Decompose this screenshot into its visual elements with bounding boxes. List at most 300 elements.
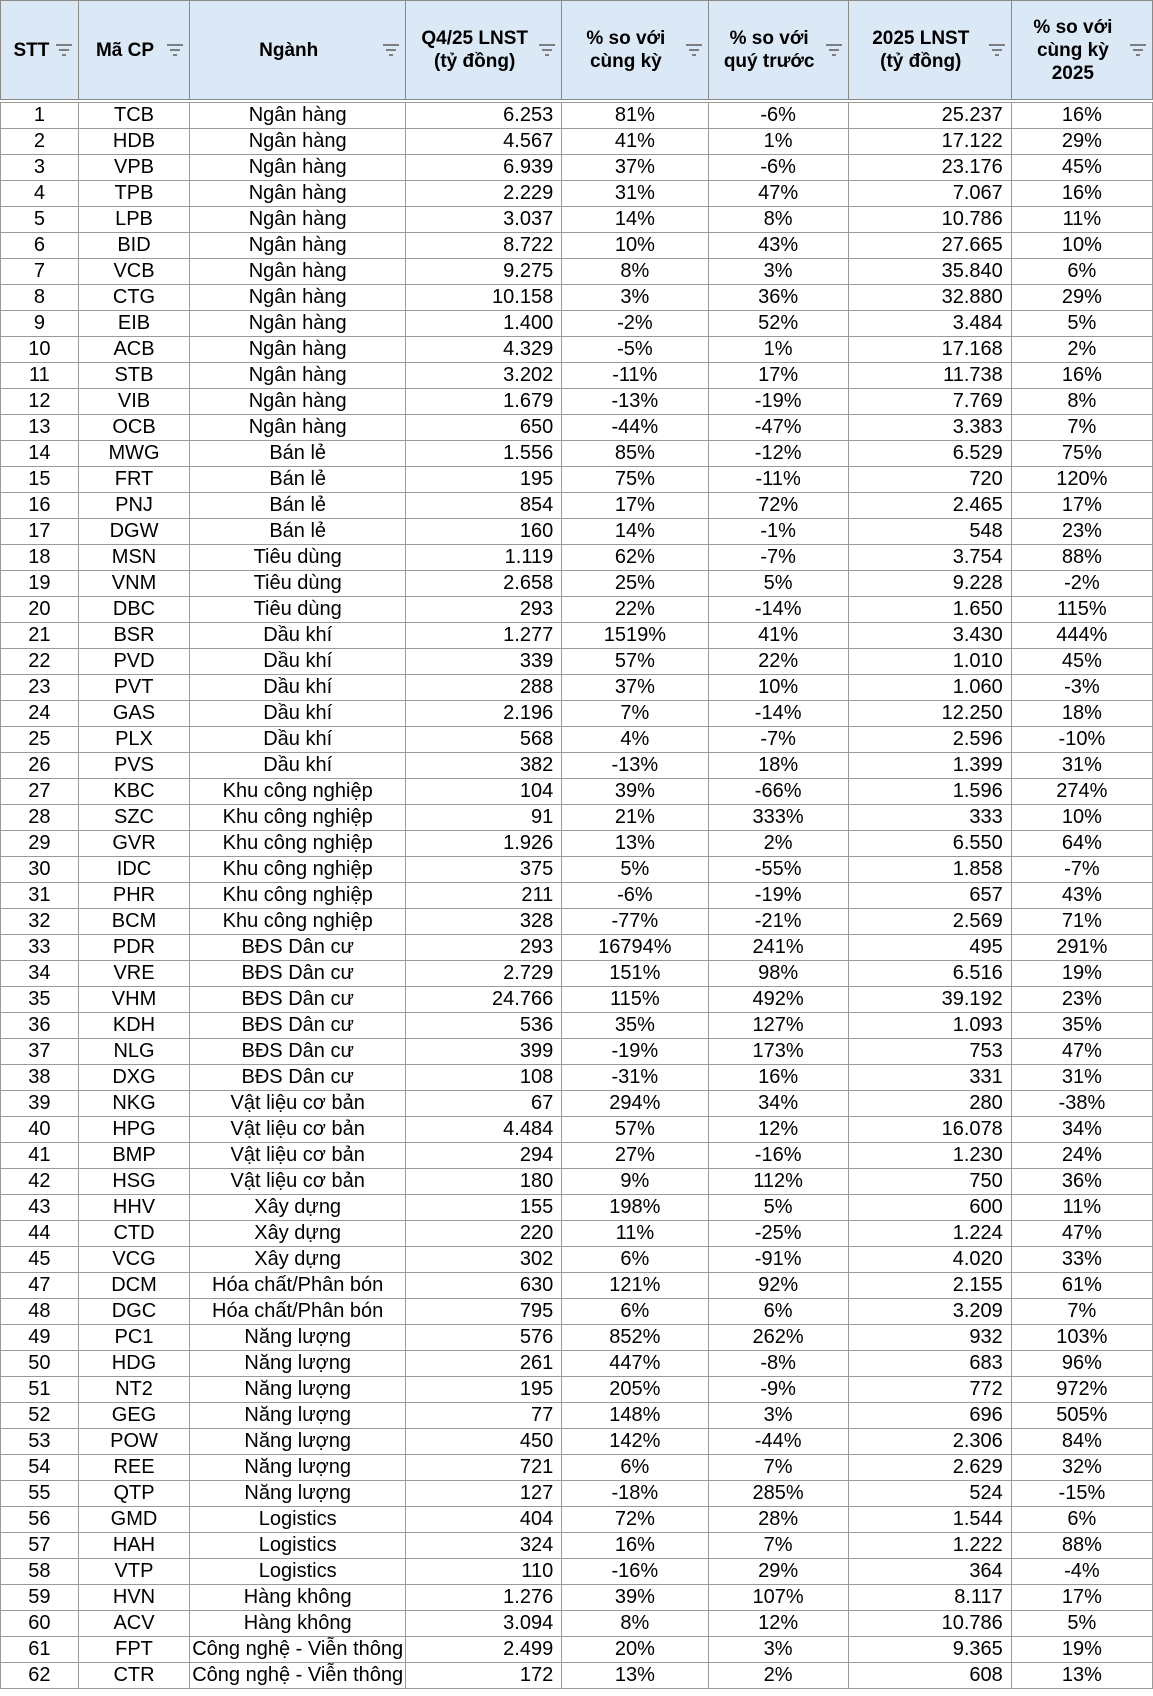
cell-yoy[interactable]: -11%: [562, 363, 708, 389]
cell-qoq[interactable]: 17%: [708, 363, 848, 389]
cell-stt[interactable]: 18: [1, 545, 79, 571]
cell-q4-lnst[interactable]: 324: [406, 1533, 562, 1559]
cell-lnst-2025[interactable]: 2.629: [848, 1455, 1011, 1481]
cell-qoq[interactable]: 2%: [708, 1663, 848, 1689]
cell-stt[interactable]: 40: [1, 1117, 79, 1143]
cell-q4-lnst[interactable]: 160: [406, 519, 562, 545]
cell-yoy[interactable]: 142%: [562, 1429, 708, 1455]
cell-ma-cp[interactable]: VNM: [78, 571, 189, 597]
cell-stt[interactable]: 51: [1, 1377, 79, 1403]
cell-ma-cp[interactable]: HDB: [78, 129, 189, 155]
cell-ma-cp[interactable]: DGW: [78, 519, 189, 545]
filter-dropdown-icon[interactable]: [686, 44, 702, 56]
cell-yoy-2025[interactable]: 34%: [1011, 1117, 1152, 1143]
cell-yoy-2025[interactable]: 32%: [1011, 1455, 1152, 1481]
cell-nganh[interactable]: Dầu khí: [190, 623, 406, 649]
cell-ma-cp[interactable]: VTP: [78, 1559, 189, 1585]
cell-qoq[interactable]: 8%: [708, 207, 848, 233]
cell-yoy-2025[interactable]: 64%: [1011, 831, 1152, 857]
cell-stt[interactable]: 48: [1, 1299, 79, 1325]
cell-nganh[interactable]: BĐS Dân cư: [190, 987, 406, 1013]
cell-yoy[interactable]: 6%: [562, 1299, 708, 1325]
cell-yoy-2025[interactable]: 16%: [1011, 103, 1152, 129]
filter-dropdown-icon[interactable]: [989, 44, 1005, 56]
cell-lnst-2025[interactable]: 3.484: [848, 311, 1011, 337]
cell-yoy[interactable]: 8%: [562, 259, 708, 285]
cell-nganh[interactable]: Dầu khí: [190, 753, 406, 779]
cell-yoy-2025[interactable]: 11%: [1011, 207, 1152, 233]
cell-lnst-2025[interactable]: 364: [848, 1559, 1011, 1585]
cell-ma-cp[interactable]: PNJ: [78, 493, 189, 519]
cell-stt[interactable]: 53: [1, 1429, 79, 1455]
cell-nganh[interactable]: Dầu khí: [190, 727, 406, 753]
cell-ma-cp[interactable]: VHM: [78, 987, 189, 1013]
cell-yoy-2025[interactable]: 972%: [1011, 1377, 1152, 1403]
cell-ma-cp[interactable]: GEG: [78, 1403, 189, 1429]
cell-ma-cp[interactable]: VPB: [78, 155, 189, 181]
header-nganh[interactable]: [190, 1, 406, 100]
cell-q4-lnst[interactable]: 10.158: [406, 285, 562, 311]
cell-yoy[interactable]: 7%: [562, 701, 708, 727]
cell-stt[interactable]: 5: [1, 207, 79, 233]
cell-nganh[interactable]: Ngân hàng: [190, 389, 406, 415]
cell-ma-cp[interactable]: POW: [78, 1429, 189, 1455]
cell-lnst-2025[interactable]: 331: [848, 1065, 1011, 1091]
cell-ma-cp[interactable]: CTD: [78, 1221, 189, 1247]
cell-ma-cp[interactable]: FPT: [78, 1637, 189, 1663]
cell-stt[interactable]: 9: [1, 311, 79, 337]
cell-stt[interactable]: 52: [1, 1403, 79, 1429]
cell-yoy-2025[interactable]: 45%: [1011, 155, 1152, 181]
cell-nganh[interactable]: Dầu khí: [190, 701, 406, 727]
cell-ma-cp[interactable]: GMD: [78, 1507, 189, 1533]
cell-lnst-2025[interactable]: 657: [848, 883, 1011, 909]
cell-qoq[interactable]: 112%: [708, 1169, 848, 1195]
cell-yoy-2025[interactable]: 11%: [1011, 1195, 1152, 1221]
cell-yoy[interactable]: 62%: [562, 545, 708, 571]
cell-stt[interactable]: 32: [1, 909, 79, 935]
cell-q4-lnst[interactable]: 568: [406, 727, 562, 753]
cell-q4-lnst[interactable]: 2.196: [406, 701, 562, 727]
cell-stt[interactable]: 11: [1, 363, 79, 389]
cell-stt[interactable]: 13: [1, 415, 79, 441]
cell-stt[interactable]: 42: [1, 1169, 79, 1195]
cell-ma-cp[interactable]: MWG: [78, 441, 189, 467]
cell-ma-cp[interactable]: HVN: [78, 1585, 189, 1611]
cell-yoy-2025[interactable]: 291%: [1011, 935, 1152, 961]
cell-q4-lnst[interactable]: 382: [406, 753, 562, 779]
cell-yoy[interactable]: -2%: [562, 311, 708, 337]
cell-qoq[interactable]: 492%: [708, 987, 848, 1013]
cell-yoy[interactable]: 39%: [562, 1585, 708, 1611]
cell-stt[interactable]: 8: [1, 285, 79, 311]
cell-yoy[interactable]: 17%: [562, 493, 708, 519]
cell-q4-lnst[interactable]: 104: [406, 779, 562, 805]
cell-yoy[interactable]: 20%: [562, 1637, 708, 1663]
cell-ma-cp[interactable]: TCB: [78, 103, 189, 129]
cell-stt[interactable]: 33: [1, 935, 79, 961]
cell-qoq[interactable]: 47%: [708, 181, 848, 207]
cell-qoq[interactable]: 7%: [708, 1455, 848, 1481]
cell-qoq[interactable]: 5%: [708, 1195, 848, 1221]
cell-stt[interactable]: 22: [1, 649, 79, 675]
cell-ma-cp[interactable]: PLX: [78, 727, 189, 753]
cell-qoq[interactable]: -44%: [708, 1429, 848, 1455]
cell-yoy[interactable]: 5%: [562, 857, 708, 883]
cell-qoq[interactable]: 107%: [708, 1585, 848, 1611]
cell-q4-lnst[interactable]: 630: [406, 1273, 562, 1299]
cell-qoq[interactable]: 43%: [708, 233, 848, 259]
cell-qoq[interactable]: 262%: [708, 1325, 848, 1351]
cell-nganh[interactable]: Hóa chất/Phân bón: [190, 1273, 406, 1299]
cell-lnst-2025[interactable]: 2.569: [848, 909, 1011, 935]
cell-yoy[interactable]: 9%: [562, 1169, 708, 1195]
cell-stt[interactable]: 45: [1, 1247, 79, 1273]
cell-q4-lnst[interactable]: 293: [406, 935, 562, 961]
cell-q4-lnst[interactable]: 1.119: [406, 545, 562, 571]
cell-ma-cp[interactable]: LPB: [78, 207, 189, 233]
cell-stt[interactable]: 38: [1, 1065, 79, 1091]
cell-yoy[interactable]: 14%: [562, 207, 708, 233]
cell-ma-cp[interactable]: MSN: [78, 545, 189, 571]
cell-stt[interactable]: 56: [1, 1507, 79, 1533]
cell-lnst-2025[interactable]: 32.880: [848, 285, 1011, 311]
cell-yoy-2025[interactable]: -4%: [1011, 1559, 1152, 1585]
cell-yoy-2025[interactable]: 7%: [1011, 1299, 1152, 1325]
cell-ma-cp[interactable]: OCB: [78, 415, 189, 441]
cell-yoy[interactable]: 27%: [562, 1143, 708, 1169]
cell-lnst-2025[interactable]: 17.168: [848, 337, 1011, 363]
cell-q4-lnst[interactable]: 4.484: [406, 1117, 562, 1143]
cell-lnst-2025[interactable]: 17.122: [848, 129, 1011, 155]
cell-yoy[interactable]: 198%: [562, 1195, 708, 1221]
cell-yoy[interactable]: 16%: [562, 1533, 708, 1559]
cell-q4-lnst[interactable]: 404: [406, 1507, 562, 1533]
cell-yoy-2025[interactable]: 16%: [1011, 363, 1152, 389]
cell-lnst-2025[interactable]: 932: [848, 1325, 1011, 1351]
cell-q4-lnst[interactable]: 1.679: [406, 389, 562, 415]
cell-yoy-2025[interactable]: 6%: [1011, 259, 1152, 285]
cell-nganh[interactable]: Bán lẻ: [190, 467, 406, 493]
cell-qoq[interactable]: -9%: [708, 1377, 848, 1403]
cell-stt[interactable]: 54: [1, 1455, 79, 1481]
cell-ma-cp[interactable]: BID: [78, 233, 189, 259]
cell-yoy-2025[interactable]: 19%: [1011, 961, 1152, 987]
cell-lnst-2025[interactable]: 39.192: [848, 987, 1011, 1013]
cell-nganh[interactable]: BĐS Dân cư: [190, 1013, 406, 1039]
cell-yoy-2025[interactable]: 120%: [1011, 467, 1152, 493]
cell-stt[interactable]: 6: [1, 233, 79, 259]
cell-ma-cp[interactable]: HDG: [78, 1351, 189, 1377]
cell-stt[interactable]: 31: [1, 883, 79, 909]
cell-stt[interactable]: 1: [1, 103, 79, 129]
cell-q4-lnst[interactable]: 721: [406, 1455, 562, 1481]
cell-q4-lnst[interactable]: 195: [406, 1377, 562, 1403]
cell-q4-lnst[interactable]: 3.202: [406, 363, 562, 389]
cell-qoq[interactable]: 41%: [708, 623, 848, 649]
cell-q4-lnst[interactable]: 6.939: [406, 155, 562, 181]
cell-nganh[interactable]: Công nghệ - Viễn thông: [190, 1637, 406, 1663]
cell-yoy[interactable]: 72%: [562, 1507, 708, 1533]
cell-qoq[interactable]: 285%: [708, 1481, 848, 1507]
cell-q4-lnst[interactable]: 375: [406, 857, 562, 883]
cell-qoq[interactable]: -14%: [708, 701, 848, 727]
cell-q4-lnst[interactable]: 211: [406, 883, 562, 909]
cell-yoy[interactable]: 37%: [562, 155, 708, 181]
cell-stt[interactable]: 44: [1, 1221, 79, 1247]
cell-stt[interactable]: 61: [1, 1637, 79, 1663]
cell-lnst-2025[interactable]: 1.060: [848, 675, 1011, 701]
cell-yoy-2025[interactable]: 13%: [1011, 1663, 1152, 1689]
cell-stt[interactable]: 12: [1, 389, 79, 415]
cell-qoq[interactable]: 12%: [708, 1117, 848, 1143]
cell-q4-lnst[interactable]: 24.766: [406, 987, 562, 1013]
cell-yoy[interactable]: -6%: [562, 883, 708, 909]
cell-lnst-2025[interactable]: 6.550: [848, 831, 1011, 857]
cell-yoy[interactable]: 75%: [562, 467, 708, 493]
cell-yoy[interactable]: 148%: [562, 1403, 708, 1429]
cell-qoq[interactable]: 3%: [708, 259, 848, 285]
cell-yoy[interactable]: 57%: [562, 649, 708, 675]
cell-nganh[interactable]: Ngân hàng: [190, 311, 406, 337]
cell-qoq[interactable]: -47%: [708, 415, 848, 441]
cell-yoy[interactable]: -19%: [562, 1039, 708, 1065]
cell-yoy-2025[interactable]: -3%: [1011, 675, 1152, 701]
cell-stt[interactable]: 62: [1, 1663, 79, 1689]
cell-ma-cp[interactable]: DCM: [78, 1273, 189, 1299]
cell-q4-lnst[interactable]: 288: [406, 675, 562, 701]
cell-nganh[interactable]: Khu công nghiệp: [190, 779, 406, 805]
cell-ma-cp[interactable]: PVD: [78, 649, 189, 675]
cell-q4-lnst[interactable]: 3.094: [406, 1611, 562, 1637]
cell-lnst-2025[interactable]: 1.230: [848, 1143, 1011, 1169]
cell-lnst-2025[interactable]: 25.237: [848, 103, 1011, 129]
cell-yoy[interactable]: 4%: [562, 727, 708, 753]
cell-yoy-2025[interactable]: 17%: [1011, 1585, 1152, 1611]
cell-stt[interactable]: 25: [1, 727, 79, 753]
cell-nganh[interactable]: Tiêu dùng: [190, 571, 406, 597]
cell-lnst-2025[interactable]: 750: [848, 1169, 1011, 1195]
cell-yoy[interactable]: 6%: [562, 1247, 708, 1273]
cell-ma-cp[interactable]: STB: [78, 363, 189, 389]
cell-yoy-2025[interactable]: 75%: [1011, 441, 1152, 467]
cell-qoq[interactable]: 241%: [708, 935, 848, 961]
cell-stt[interactable]: 28: [1, 805, 79, 831]
cell-qoq[interactable]: -7%: [708, 545, 848, 571]
cell-nganh[interactable]: Dầu khí: [190, 675, 406, 701]
cell-qoq[interactable]: 10%: [708, 675, 848, 701]
cell-ma-cp[interactable]: BCM: [78, 909, 189, 935]
cell-qoq[interactable]: 2%: [708, 831, 848, 857]
cell-q4-lnst[interactable]: 2.729: [406, 961, 562, 987]
cell-qoq[interactable]: -21%: [708, 909, 848, 935]
cell-stt[interactable]: 4: [1, 181, 79, 207]
cell-ma-cp[interactable]: BSR: [78, 623, 189, 649]
cell-stt[interactable]: 50: [1, 1351, 79, 1377]
cell-yoy-2025[interactable]: 19%: [1011, 1637, 1152, 1663]
cell-yoy-2025[interactable]: 47%: [1011, 1039, 1152, 1065]
cell-yoy[interactable]: 6%: [562, 1455, 708, 1481]
cell-yoy-2025[interactable]: 71%: [1011, 909, 1152, 935]
cell-q4-lnst[interactable]: 180: [406, 1169, 562, 1195]
cell-yoy-2025[interactable]: -2%: [1011, 571, 1152, 597]
cell-nganh[interactable]: Vật liệu cơ bản: [190, 1091, 406, 1117]
cell-lnst-2025[interactable]: 608: [848, 1663, 1011, 1689]
cell-q4-lnst[interactable]: 339: [406, 649, 562, 675]
cell-stt[interactable]: 55: [1, 1481, 79, 1507]
cell-q4-lnst[interactable]: 399: [406, 1039, 562, 1065]
cell-nganh[interactable]: Năng lượng: [190, 1429, 406, 1455]
cell-qoq[interactable]: -1%: [708, 519, 848, 545]
filter-dropdown-icon[interactable]: [826, 44, 842, 56]
cell-q4-lnst[interactable]: 1.276: [406, 1585, 562, 1611]
cell-lnst-2025[interactable]: 720: [848, 467, 1011, 493]
cell-yoy-2025[interactable]: 35%: [1011, 1013, 1152, 1039]
cell-ma-cp[interactable]: CTG: [78, 285, 189, 311]
cell-nganh[interactable]: BĐS Dân cư: [190, 1065, 406, 1091]
cell-yoy[interactable]: 13%: [562, 1663, 708, 1689]
cell-qoq[interactable]: 98%: [708, 961, 848, 987]
cell-yoy-2025[interactable]: 103%: [1011, 1325, 1152, 1351]
cell-stt[interactable]: 17: [1, 519, 79, 545]
cell-yoy[interactable]: 25%: [562, 571, 708, 597]
cell-q4-lnst[interactable]: 108: [406, 1065, 562, 1091]
cell-nganh[interactable]: Logistics: [190, 1559, 406, 1585]
cell-ma-cp[interactable]: HAH: [78, 1533, 189, 1559]
cell-qoq[interactable]: 34%: [708, 1091, 848, 1117]
cell-yoy[interactable]: -44%: [562, 415, 708, 441]
cell-yoy[interactable]: 39%: [562, 779, 708, 805]
cell-stt[interactable]: 47: [1, 1273, 79, 1299]
cell-nganh[interactable]: Ngân hàng: [190, 285, 406, 311]
cell-lnst-2025[interactable]: 4.020: [848, 1247, 1011, 1273]
cell-lnst-2025[interactable]: 6.529: [848, 441, 1011, 467]
cell-nganh[interactable]: Vật liệu cơ bản: [190, 1117, 406, 1143]
cell-ma-cp[interactable]: KBC: [78, 779, 189, 805]
cell-ma-cp[interactable]: DGC: [78, 1299, 189, 1325]
cell-yoy-2025[interactable]: 88%: [1011, 545, 1152, 571]
cell-yoy-2025[interactable]: 43%: [1011, 883, 1152, 909]
cell-yoy[interactable]: 16794%: [562, 935, 708, 961]
filter-dropdown-icon[interactable]: [56, 44, 72, 56]
cell-lnst-2025[interactable]: 280: [848, 1091, 1011, 1117]
cell-qoq[interactable]: 3%: [708, 1637, 848, 1663]
cell-lnst-2025[interactable]: 696: [848, 1403, 1011, 1429]
cell-qoq[interactable]: 173%: [708, 1039, 848, 1065]
cell-qoq[interactable]: -12%: [708, 441, 848, 467]
cell-lnst-2025[interactable]: 2.596: [848, 727, 1011, 753]
cell-yoy-2025[interactable]: 29%: [1011, 129, 1152, 155]
cell-q4-lnst[interactable]: 110: [406, 1559, 562, 1585]
cell-lnst-2025[interactable]: 1.596: [848, 779, 1011, 805]
cell-qoq[interactable]: 12%: [708, 1611, 848, 1637]
cell-qoq[interactable]: 16%: [708, 1065, 848, 1091]
cell-ma-cp[interactable]: VCG: [78, 1247, 189, 1273]
cell-qoq[interactable]: 72%: [708, 493, 848, 519]
cell-ma-cp[interactable]: HHV: [78, 1195, 189, 1221]
cell-nganh[interactable]: Khu công nghiệp: [190, 831, 406, 857]
cell-ma-cp[interactable]: HPG: [78, 1117, 189, 1143]
cell-stt[interactable]: 16: [1, 493, 79, 519]
cell-q4-lnst[interactable]: 294: [406, 1143, 562, 1169]
cell-q4-lnst[interactable]: 3.037: [406, 207, 562, 233]
cell-stt[interactable]: 36: [1, 1013, 79, 1039]
header-qoq[interactable]: [708, 1, 848, 100]
cell-stt[interactable]: 29: [1, 831, 79, 857]
header-stt[interactable]: [1, 1, 79, 100]
cell-lnst-2025[interactable]: 7.067: [848, 181, 1011, 207]
cell-yoy[interactable]: -77%: [562, 909, 708, 935]
cell-lnst-2025[interactable]: 3.430: [848, 623, 1011, 649]
cell-nganh[interactable]: Ngân hàng: [190, 129, 406, 155]
cell-yoy[interactable]: 447%: [562, 1351, 708, 1377]
cell-nganh[interactable]: Vật liệu cơ bản: [190, 1143, 406, 1169]
cell-lnst-2025[interactable]: 35.840: [848, 259, 1011, 285]
cell-q4-lnst[interactable]: 220: [406, 1221, 562, 1247]
cell-stt[interactable]: 37: [1, 1039, 79, 1065]
cell-yoy[interactable]: 8%: [562, 1611, 708, 1637]
cell-yoy-2025[interactable]: 31%: [1011, 1065, 1152, 1091]
cell-stt[interactable]: 59: [1, 1585, 79, 1611]
cell-qoq[interactable]: 36%: [708, 285, 848, 311]
cell-lnst-2025[interactable]: 3.383: [848, 415, 1011, 441]
cell-yoy[interactable]: -13%: [562, 753, 708, 779]
cell-yoy[interactable]: 11%: [562, 1221, 708, 1247]
cell-q4-lnst[interactable]: 4.567: [406, 129, 562, 155]
cell-nganh[interactable]: Bán lẻ: [190, 441, 406, 467]
cell-yoy[interactable]: 22%: [562, 597, 708, 623]
header-q4-lnst[interactable]: [406, 1, 562, 100]
cell-stt[interactable]: 24: [1, 701, 79, 727]
cell-lnst-2025[interactable]: 1.093: [848, 1013, 1011, 1039]
cell-yoy-2025[interactable]: 36%: [1011, 1169, 1152, 1195]
cell-qoq[interactable]: 1%: [708, 337, 848, 363]
cell-qoq[interactable]: -91%: [708, 1247, 848, 1273]
cell-stt[interactable]: 23: [1, 675, 79, 701]
cell-lnst-2025[interactable]: 9.228: [848, 571, 1011, 597]
cell-lnst-2025[interactable]: 1.544: [848, 1507, 1011, 1533]
cell-lnst-2025[interactable]: 16.078: [848, 1117, 1011, 1143]
cell-ma-cp[interactable]: CTR: [78, 1663, 189, 1689]
cell-lnst-2025[interactable]: 600: [848, 1195, 1011, 1221]
cell-yoy[interactable]: 35%: [562, 1013, 708, 1039]
cell-stt[interactable]: 10: [1, 337, 79, 363]
cell-yoy-2025[interactable]: 61%: [1011, 1273, 1152, 1299]
cell-nganh[interactable]: BĐS Dân cư: [190, 935, 406, 961]
cell-yoy-2025[interactable]: -7%: [1011, 857, 1152, 883]
cell-nganh[interactable]: Dầu khí: [190, 649, 406, 675]
cell-stt[interactable]: 57: [1, 1533, 79, 1559]
cell-yoy[interactable]: 294%: [562, 1091, 708, 1117]
cell-q4-lnst[interactable]: 77: [406, 1403, 562, 1429]
cell-yoy-2025[interactable]: 444%: [1011, 623, 1152, 649]
cell-lnst-2025[interactable]: 3.754: [848, 545, 1011, 571]
cell-ma-cp[interactable]: DBC: [78, 597, 189, 623]
cell-q4-lnst[interactable]: 155: [406, 1195, 562, 1221]
cell-nganh[interactable]: Ngân hàng: [190, 207, 406, 233]
cell-lnst-2025[interactable]: 1.399: [848, 753, 1011, 779]
cell-ma-cp[interactable]: DXG: [78, 1065, 189, 1091]
cell-q4-lnst[interactable]: 127: [406, 1481, 562, 1507]
cell-q4-lnst[interactable]: 650: [406, 415, 562, 441]
cell-ma-cp[interactable]: PVS: [78, 753, 189, 779]
cell-qoq[interactable]: -8%: [708, 1351, 848, 1377]
cell-nganh[interactable]: Khu công nghiệp: [190, 805, 406, 831]
cell-nganh[interactable]: Khu công nghiệp: [190, 857, 406, 883]
cell-q4-lnst[interactable]: 6.253: [406, 103, 562, 129]
cell-lnst-2025[interactable]: 9.365: [848, 1637, 1011, 1663]
cell-stt[interactable]: 14: [1, 441, 79, 467]
